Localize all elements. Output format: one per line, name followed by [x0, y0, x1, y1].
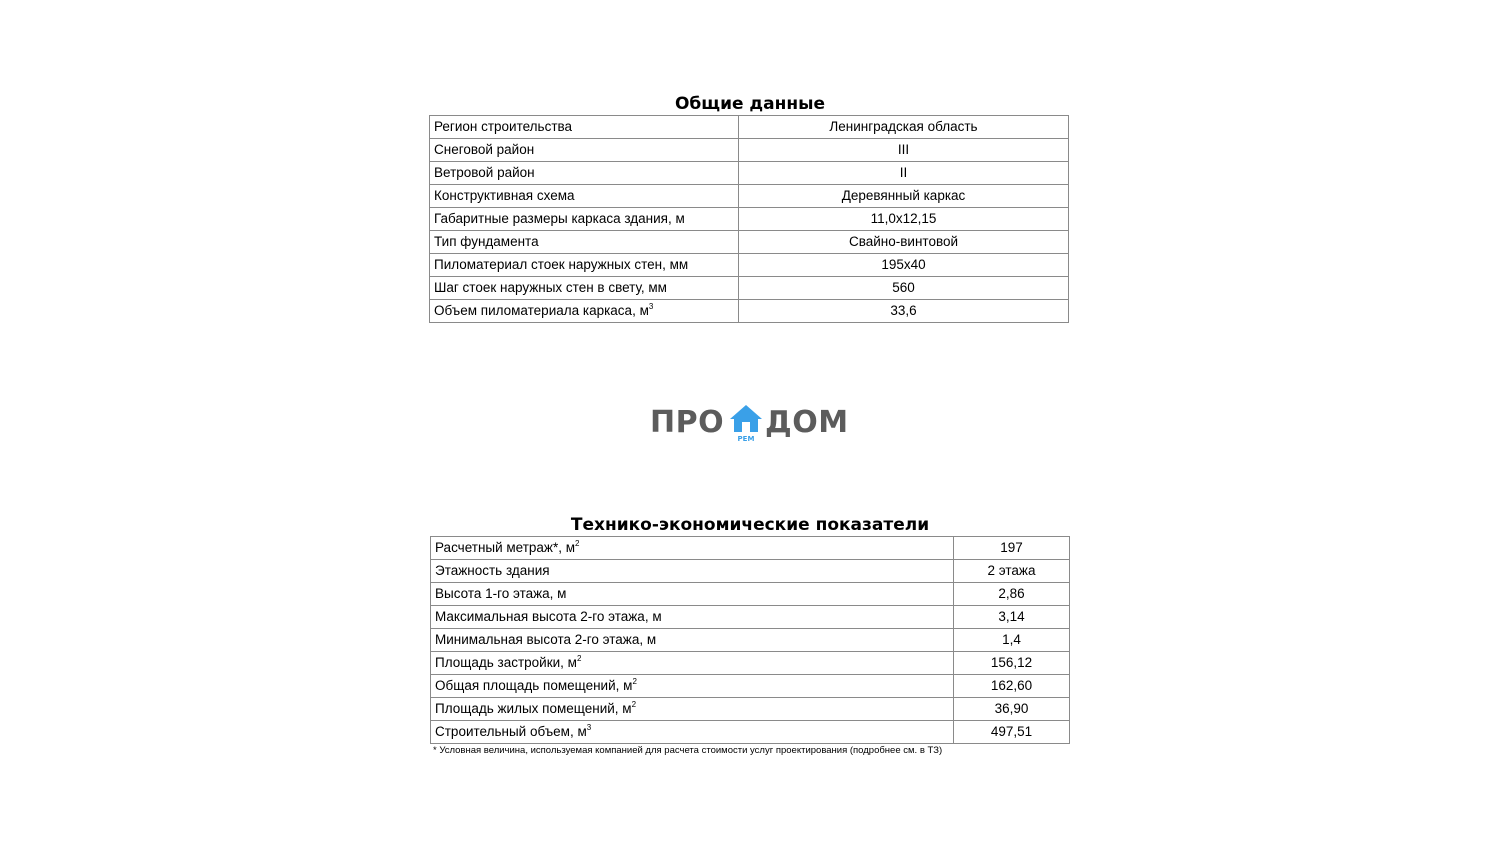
- table-row: [431, 698, 1070, 721]
- table-row: [431, 560, 1070, 583]
- unit-exponent: 3: [648, 302, 654, 311]
- table-row: [430, 162, 1069, 185]
- row-label: [431, 537, 954, 560]
- row-label: [431, 652, 954, 675]
- row-label: [431, 583, 954, 606]
- table-row: [430, 254, 1069, 277]
- unit-exponent: 2: [576, 654, 582, 663]
- row-label-text: Общая площадь помещений, м: [435, 678, 633, 693]
- row-label: [430, 254, 739, 277]
- unit-exponent: 2: [632, 677, 637, 686]
- row-label-text: Площадь застройки, м: [435, 655, 577, 670]
- row-label-text: Снеговой район: [434, 142, 535, 157]
- table-row: [430, 208, 1069, 231]
- row-value: 2,86: [954, 583, 1070, 606]
- table-row: [430, 116, 1069, 139]
- table-row: [431, 583, 1070, 606]
- logo-subtext: РЕМ: [737, 435, 755, 443]
- row-value: 36,90: [954, 698, 1070, 721]
- row-value: 195x40: [739, 254, 1069, 277]
- row-value: 497,51: [954, 721, 1070, 744]
- row-label: [431, 675, 954, 698]
- table-row: [431, 537, 1070, 560]
- table-row: [430, 139, 1069, 162]
- row-label: [430, 185, 739, 208]
- row-value: III: [739, 139, 1069, 162]
- row-label-text: Шаг стоек наружных стен в свету, мм: [434, 280, 667, 295]
- row-label-text: Этажность здания: [435, 563, 550, 578]
- row-label: [430, 231, 739, 254]
- row-label: [431, 721, 954, 744]
- row-label-text: Максимальная высота 2-го этажа, м: [435, 609, 662, 624]
- unit-exponent: 3: [586, 723, 592, 732]
- teo-title: Технико-экономические показатели: [570, 515, 930, 535]
- logo-text-dom: ДОМ: [765, 405, 849, 440]
- row-value: Свайно-винтовой: [739, 231, 1069, 254]
- row-label-text: Конструктивная схема: [434, 188, 575, 203]
- row-value: 560: [739, 277, 1069, 300]
- row-value: Деревянный каркас: [739, 185, 1069, 208]
- row-label: [430, 116, 739, 139]
- table-row: [430, 277, 1069, 300]
- row-label: [431, 560, 954, 583]
- row-value: 197: [954, 537, 1070, 560]
- teo-table: [430, 536, 1070, 744]
- unit-exponent: 2: [575, 539, 580, 548]
- row-label-text: Минимальная высота 2-го этажа, м: [435, 632, 657, 647]
- footnote: * Условная величина, используемая компанией для расчета стоимости услуг проектирования (подробнее см. в ТЗ): [433, 745, 943, 756]
- row-label: [430, 277, 739, 300]
- row-label-text: Регион строительства: [434, 119, 573, 134]
- row-label-text: Тип фундамента: [434, 234, 539, 249]
- row-label-text: Высота 1-го этажа, м: [435, 586, 567, 601]
- company-logo: [649, 403, 849, 445]
- general-data-table: [429, 115, 1069, 323]
- table-row: [431, 606, 1070, 629]
- table-row: [431, 629, 1070, 652]
- row-label: [431, 629, 954, 652]
- row-label: [431, 698, 954, 721]
- row-label: [430, 162, 739, 185]
- table-row: [431, 675, 1070, 698]
- row-value: 11,0x12,15: [739, 208, 1069, 231]
- row-label-text: Габаритные размеры каркаса здания, м: [434, 211, 685, 226]
- row-value: 162,60: [954, 675, 1070, 698]
- row-value: 2 этажа: [954, 560, 1070, 583]
- row-value: 156,12: [954, 652, 1070, 675]
- table-row: [430, 300, 1069, 323]
- logo-text-pro: ПРО: [650, 405, 725, 440]
- table-row: [431, 721, 1070, 744]
- table-row: [430, 185, 1069, 208]
- row-label: [430, 300, 739, 323]
- row-value: 1,4: [954, 629, 1070, 652]
- row-label-text: Строительный объем, м: [435, 724, 587, 739]
- row-label-text: Объем пиломатериала каркаса, м: [434, 303, 649, 318]
- row-label: [430, 208, 739, 231]
- unit-exponent: 2: [631, 700, 637, 709]
- table-row: [431, 652, 1070, 675]
- row-label-text: Площадь жилых помещений, м: [435, 701, 632, 716]
- row-label-text: Пиломатериал стоек наружных стен, мм: [434, 257, 689, 272]
- row-label: [430, 139, 739, 162]
- house-icon: [729, 404, 763, 438]
- row-value: Ленинградская область: [739, 116, 1069, 139]
- row-label-text: Ветровой район: [434, 165, 535, 180]
- row-label: [431, 606, 954, 629]
- table-row: [430, 231, 1069, 254]
- row-value: II: [739, 162, 1069, 185]
- general-data-title: Общие данные: [674, 94, 826, 114]
- row-value: 33,6: [739, 300, 1069, 323]
- row-value: 3,14: [954, 606, 1070, 629]
- row-label-text: Расчетный метраж*, м: [435, 540, 575, 555]
